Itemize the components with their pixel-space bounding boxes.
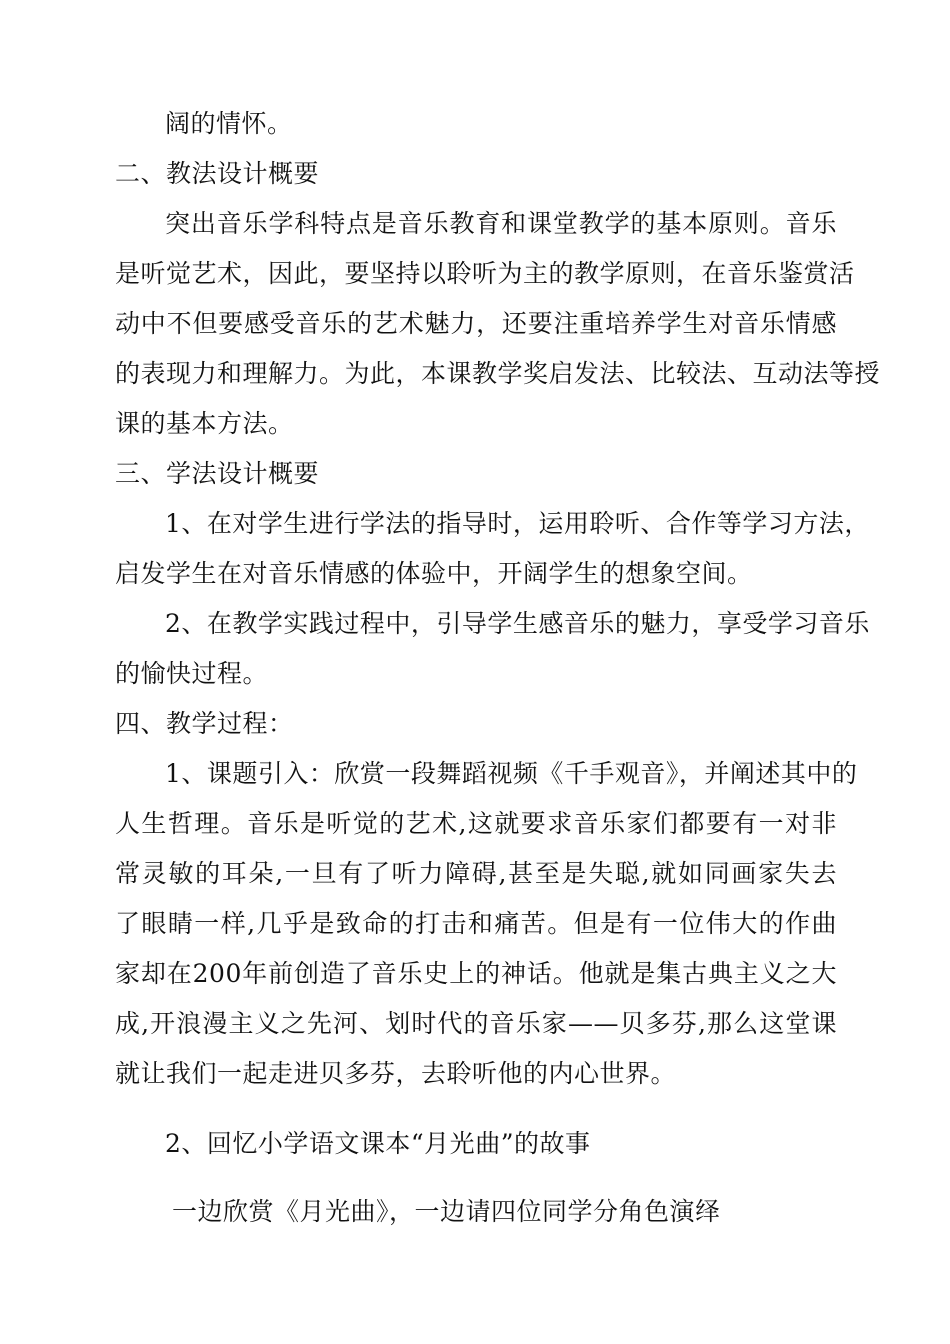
paragraph-line: 了眼睛一样,几乎是致命的打击和痛苦。但是有一位伟大的作曲 [115, 909, 837, 938]
paragraph-line: 人生哲理。音乐是听觉的艺术,这就要求音乐家们都要有一对非 [115, 809, 837, 838]
paragraph-line: 启发学生在对音乐情感的体验中，开阔学生的想象空间。 [115, 559, 753, 588]
paragraph-line: 课的基本方法。 [115, 409, 294, 438]
section-heading-4: 四、教学过程： [115, 709, 294, 738]
paragraph-line: 就让我们一起走进贝多芬，去聆听他的内心世界。 [115, 1059, 677, 1088]
paragraph-line: 1、课题引入：欣赏一段舞蹈视频《千手观音》，并阐述其中的 [165, 759, 858, 788]
paragraph-line: 成,开浪漫主义之先河、划时代的音乐家——贝多芬,那么这堂课 [115, 1009, 837, 1038]
paragraph-line: 突出音乐学科特点是音乐教育和课堂教学的基本原则。音乐 [165, 209, 837, 238]
paragraph-line: 的表现力和理解力。为此，本课教学奖启发法、比较法、互动法等授 [115, 359, 881, 388]
paragraph-line: 的愉快过程。 [115, 659, 269, 688]
paragraph-line: 家却在200年前创造了音乐史上的神话。他就是集古典主义之大 [115, 959, 837, 988]
section-heading-2: 二、教法设计概要 [115, 159, 320, 188]
paragraph-line: 2、在教学实践过程中，引导学生感音乐的魅力，享受学习音乐 [165, 609, 870, 638]
paragraph-line: 常灵敏的耳朵,一旦有了听力障碍,甚至是失聪,就如同画家失去 [115, 859, 837, 888]
section-heading-3: 三、学法设计概要 [115, 459, 320, 488]
paragraph-line: 一边欣赏《月光曲》，一边请四位同学分角色演绎 [172, 1197, 721, 1226]
paragraph-line: 动中不但要感受音乐的艺术魅力，还要注重培养学生对音乐情感 [115, 309, 837, 338]
paragraph-line: 1、在对学生进行学法的指导时，运用聆听、合作等学习方法， [165, 509, 870, 538]
subsection-heading: 2、回忆小学语文课本“月光曲”的故事 [165, 1129, 591, 1158]
paragraph-line: 是听觉艺术，因此，要坚持以聆听为主的教学原则，在音乐鉴赏活 [115, 259, 855, 288]
paragraph-continuation: 阔的情怀。 [165, 109, 293, 138]
